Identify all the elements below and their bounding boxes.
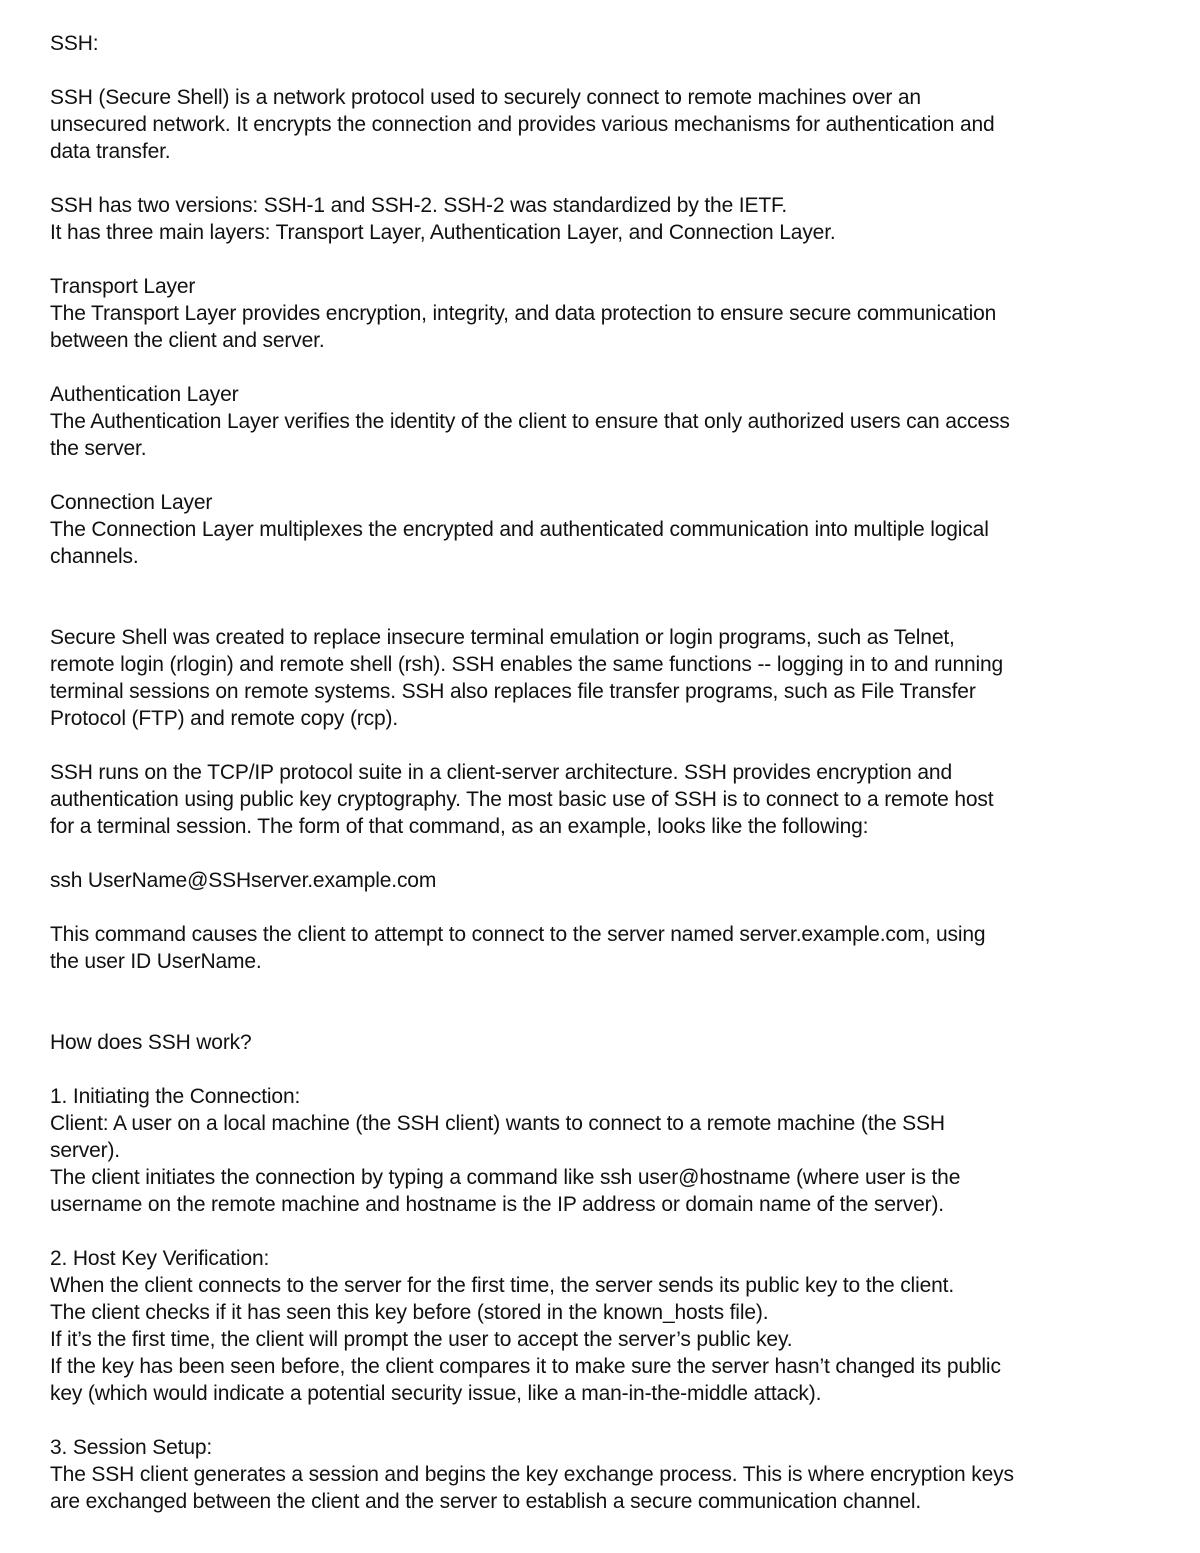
- transport-layer-line: The Transport Layer provides encryption, integrity, and data protection to ensure secure communication: [50, 302, 997, 325]
- spacer: [50, 1407, 1160, 1434]
- transport-layer-title: Transport Layer: [50, 275, 196, 298]
- step1-line: username on the remote machine and hostname is the IP address or domain name of the server).: [50, 1193, 944, 1216]
- step1-title: 1. Initiating the Connection:: [50, 1085, 301, 1108]
- history-line: Secure Shell was created to replace insecure terminal emulation or login programs, such as Telnet,: [50, 626, 955, 649]
- connection-layer-line: channels.: [50, 545, 139, 568]
- step3-line: are exchanged between the client and the server to establish a secure communication channel.: [50, 1490, 922, 1513]
- command-explanation-line: This command causes the client to attempt to connect to the server named server.example.com, using: [50, 923, 986, 946]
- command-explanation-line: the user ID UserName.: [50, 950, 262, 973]
- spacer: [50, 1056, 1160, 1083]
- spacer: [50, 840, 1160, 867]
- connection-layer-title: Connection Layer: [50, 491, 213, 514]
- intro-line: data transfer.: [50, 140, 171, 163]
- spacer: [50, 597, 1160, 624]
- history-line: remote login (rlogin) and remote shell (rsh). SSH enables the same functions -- logging in to and running: [50, 653, 1004, 676]
- intro-line: SSH (Secure Shell) is a network protocol used to securely connect to remote machines over an: [50, 86, 921, 109]
- step2-line: If it’s the first time, the client will prompt the user to accept the server’s public key.: [50, 1328, 793, 1351]
- authentication-layer-title: Authentication Layer: [50, 383, 239, 406]
- spacer: [50, 57, 1160, 84]
- step2-line: If the key has been seen before, the client compares it to make sure the server hasn’t changed its public: [50, 1355, 1001, 1378]
- architecture-line: authentication using public key cryptography. The most basic use of SSH is to connect to a remote host: [50, 788, 994, 811]
- connection-layer-line: The Connection Layer multiplexes the encrypted and authenticated communication into multiple logical: [50, 518, 989, 541]
- step2-title: 2. Host Key Verification:: [50, 1247, 270, 1270]
- step1-line: Client: A user on a local machine (the SSH client) wants to connect to a remote machine (the SSH: [50, 1112, 945, 1135]
- step2-line: key (which would indicate a potential security issue, like a man-in-the-middle attack).: [50, 1382, 822, 1405]
- architecture-line: SSH runs on the TCP/IP protocol suite in a client-server architecture. SSH provides encryption and: [50, 761, 952, 784]
- versions-line: It has three main layers: Transport Layer, Authentication Layer, and Connection Layer.: [50, 221, 836, 244]
- versions-line: SSH has two versions: SSH-1 and SSH-2. SSH-2 was standardized by the IETF.: [50, 194, 788, 217]
- step1-line: The client initiates the connection by typing a command like ssh user@hostname (where user is the: [50, 1166, 961, 1189]
- step1-line: server).: [50, 1139, 120, 1162]
- spacer: [50, 894, 1160, 921]
- step2-line: When the client connects to the server for the first time, the server sends its public key to the client.: [50, 1274, 955, 1297]
- document-page: [50, 30, 1160, 1515]
- authentication-layer-line: the server.: [50, 437, 147, 460]
- spacer: [50, 246, 1160, 273]
- spacer: [50, 165, 1160, 192]
- transport-layer-line: between the client and server.: [50, 329, 325, 352]
- document-heading: SSH:: [50, 32, 99, 55]
- history-line: Protocol (FTP) and remote copy (rcp).: [50, 707, 399, 730]
- authentication-layer-line: The Authentication Layer verifies the identity of the client to ensure that only authorized users can access: [50, 410, 1010, 433]
- spacer: [50, 1218, 1160, 1245]
- spacer: [50, 354, 1160, 381]
- spacer: [50, 462, 1160, 489]
- spacer: [50, 570, 1160, 597]
- spacer: [50, 1002, 1160, 1029]
- step3-line: The SSH client generates a session and begins the key exchange process. This is where encryption keys: [50, 1463, 1014, 1486]
- step2-line: The client checks if it has seen this key before (stored in the known_hosts file).: [50, 1301, 769, 1324]
- spacer: [50, 732, 1160, 759]
- architecture-line: for a terminal session. The form of that command, as an example, looks like the following:: [50, 815, 869, 838]
- spacer: [50, 975, 1160, 1002]
- intro-line: unsecured network. It encrypts the connection and provides various mechanisms for authentication and: [50, 113, 995, 136]
- step3-title: 3. Session Setup:: [50, 1436, 213, 1459]
- history-line: terminal sessions on remote systems. SSH also replaces file transfer programs, such as File Transfer: [50, 680, 976, 703]
- example-command: ssh UserName@SSHserver.example.com: [50, 869, 437, 892]
- how-ssh-works-heading: How does SSH work?: [50, 1031, 252, 1054]
